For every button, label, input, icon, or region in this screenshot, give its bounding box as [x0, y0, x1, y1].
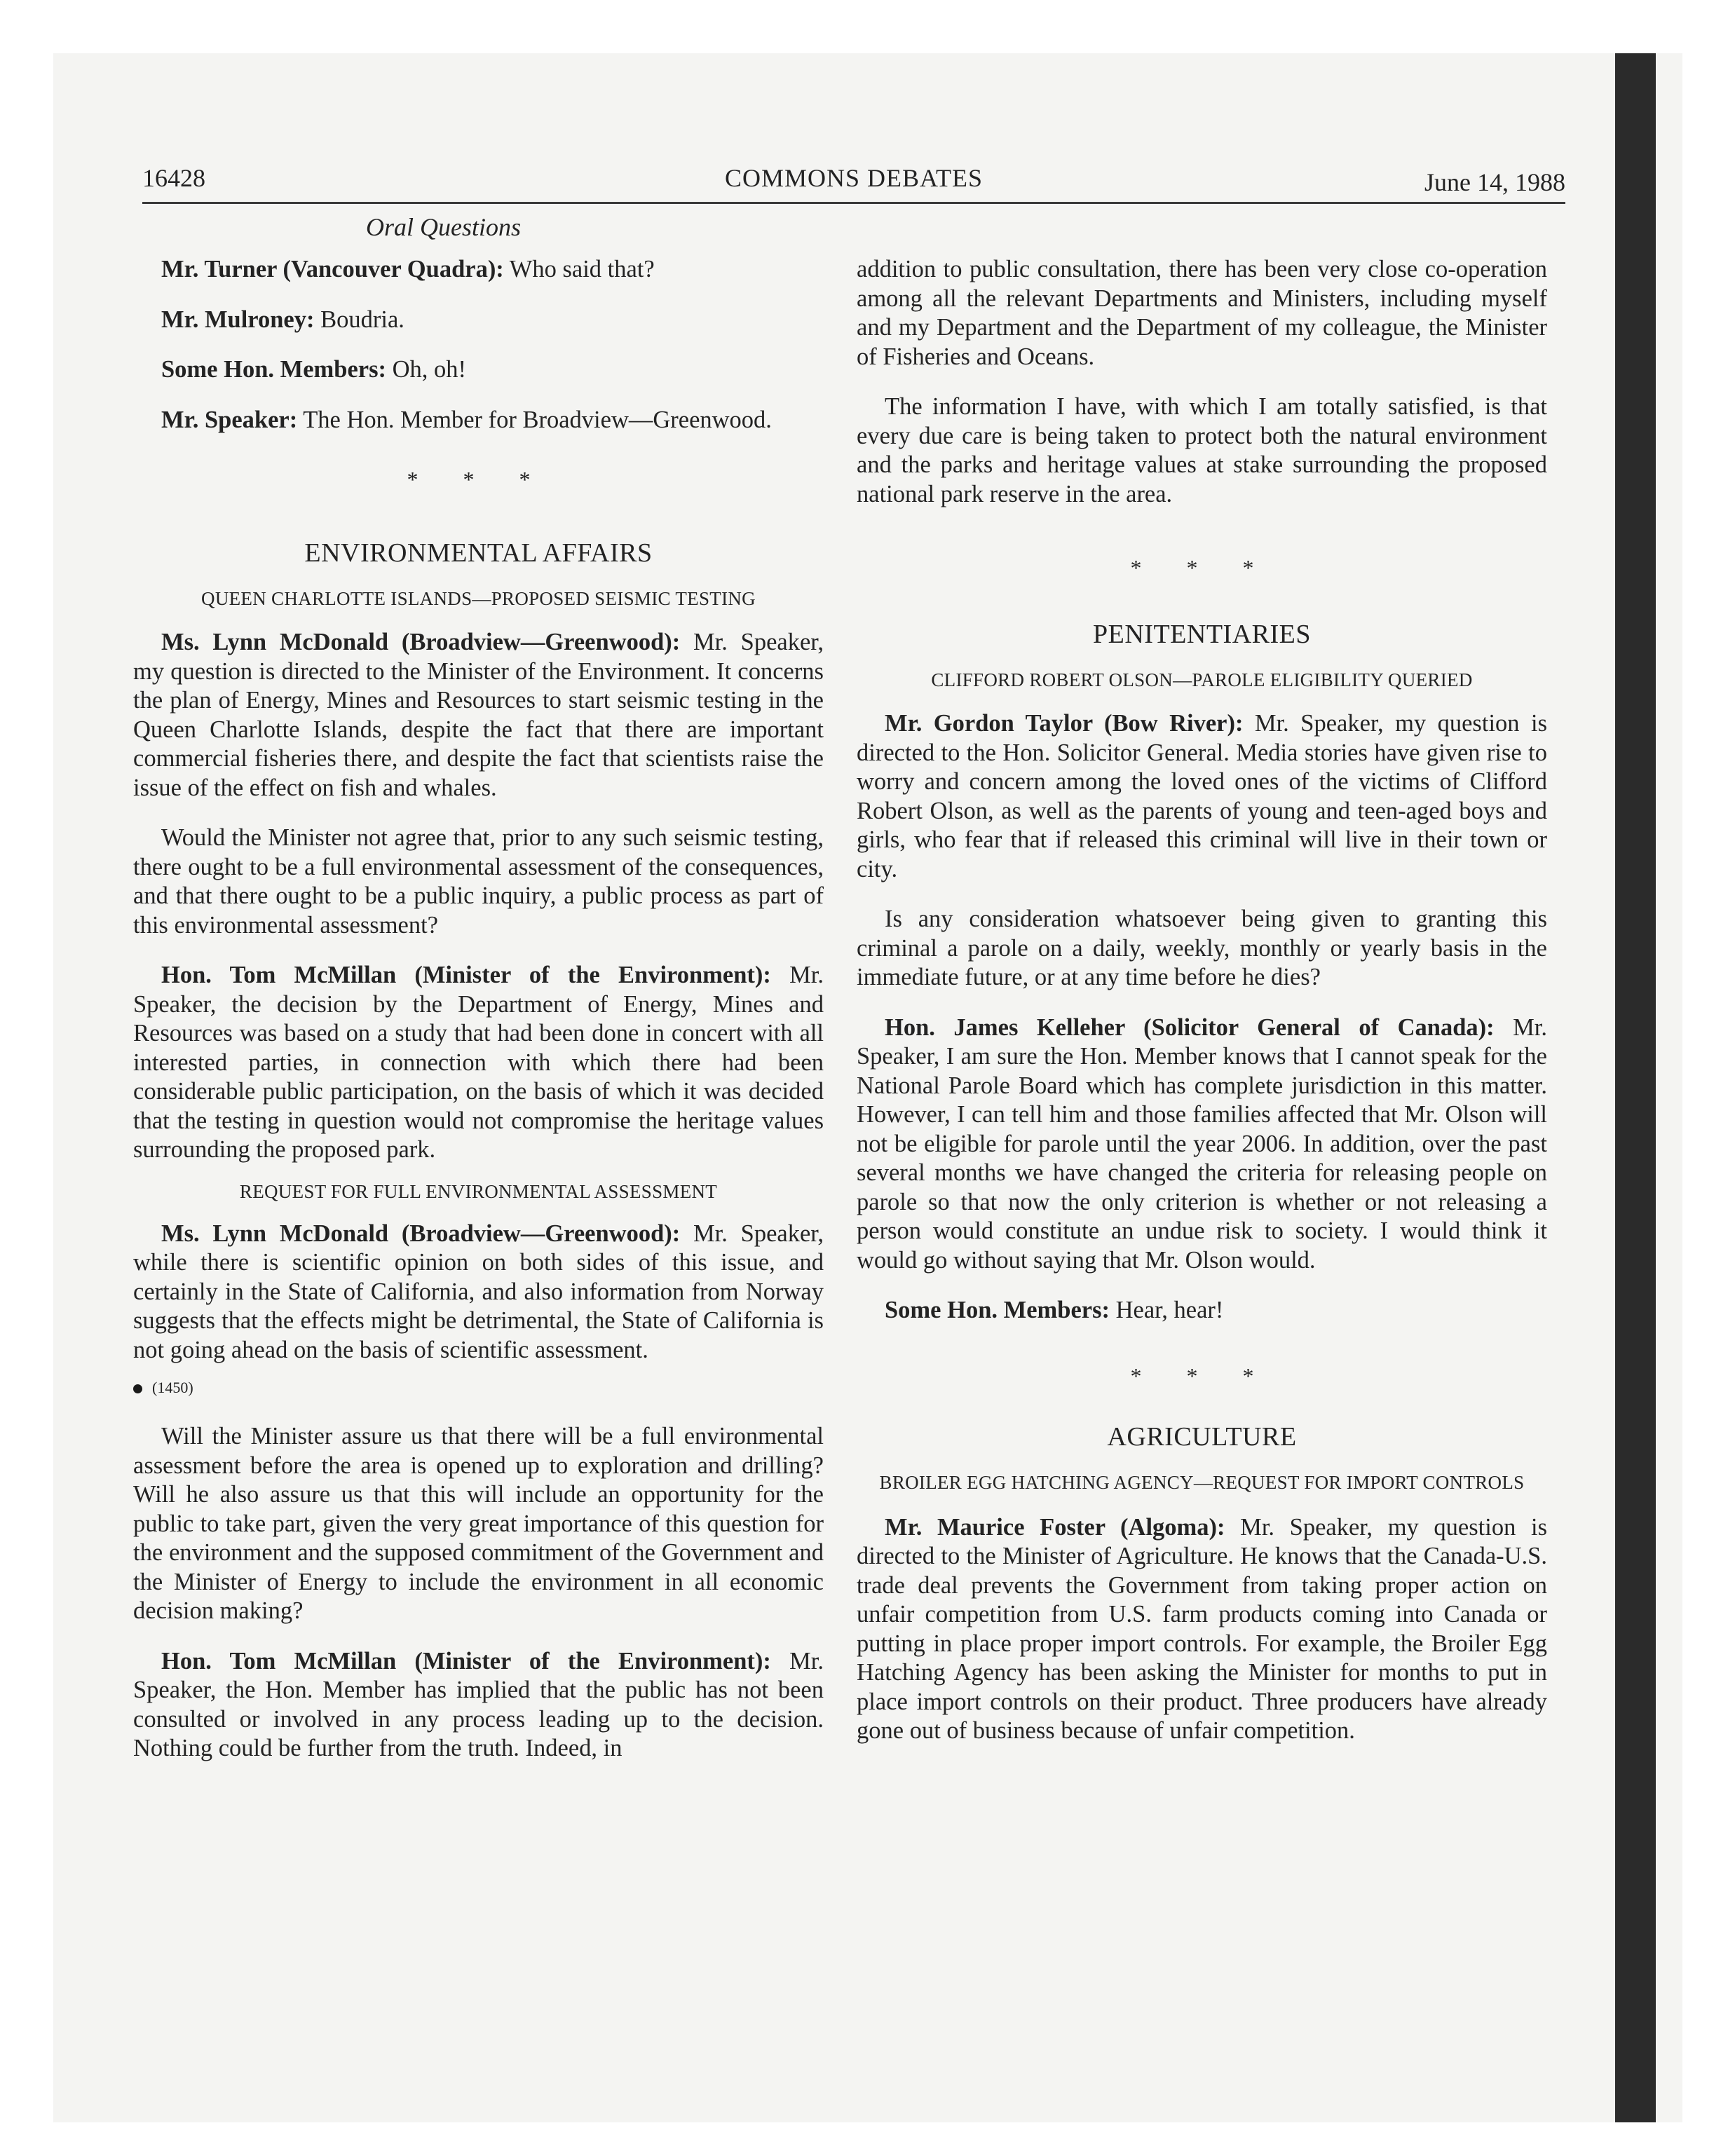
time-stamp — [133, 1377, 824, 1398]
subsection-heading: BROILER EGG HATCHING AGENCY—REQUEST FOR IMPORT CONTROLS — [879, 1471, 1525, 1493]
speech-entry — [857, 709, 1547, 884]
speech-entry — [133, 1647, 824, 1763]
speaker-name: Hon. James Kelleher (Solicitor General of Canada): — [885, 1014, 1495, 1041]
scan-edge-shadow — [1615, 53, 1656, 2122]
section-separator: * * * — [407, 467, 550, 492]
speech-text: Who said that? — [503, 256, 655, 282]
speech-entry — [133, 1220, 824, 1365]
speaker-name: Hon. Tom McMillan (Minister of the Environment): — [161, 1647, 771, 1674]
speaker-name: Mr. Gordon Taylor (Bow River): — [885, 710, 1244, 737]
section-heading: ENVIRONMENTAL AFFAIRS — [304, 538, 653, 568]
page-date: June 14, 1988 — [1424, 168, 1565, 196]
speech-paragraph: The information I have, with which I am totally satisfied, is that every due care is being taken to protect both the natural environment and the parks and heritage values at stake surrounding the proposed national park reserve in the area. — [857, 393, 1547, 507]
subsection-heading: CLIFFORD ROBERT OLSON—PAROLE ELIGIBILITY QUERIED — [931, 669, 1473, 690]
subsection-heading: REQUEST FOR FULL ENVIRONMENTAL ASSESSMENT — [239, 1180, 718, 1202]
speech-entry — [133, 961, 824, 1165]
speaker-name: Ms. Lynn McDonald (Broadview—Greenwood): — [161, 629, 681, 655]
speaker-name: Mr. Mulroney: — [161, 306, 315, 333]
speech-paragraph: Is any consideration whatsoever being given to granting this criminal a parole on a daily, weekly, monthly or yearly basis in the immediate future, or at any time before he dies? — [857, 906, 1547, 990]
speech-entry — [133, 628, 824, 803]
speech-text: Mr. Speaker, my question is directed to the Minister of Agriculture. He knows that the Canada-U.S. trade deal prevents the Government from taking proper action on unfair competition from U.S. farm products coming into Canada or putting in place proper import controls. For example, the Broiler Egg Hatching Agency has been asking the Minister for months to put in place import controls on their product. Three producers have already gone out of business because of unfair competition. — [857, 1513, 1547, 1744]
speech-entry — [857, 1296, 1547, 1325]
speech-text: Mr. Speaker, while there is scientific opinion on both sides of this issue, and certainly in the State of California, and also information from Norway suggests that the effects might be detrimental, the State of California is not going ahead on the basis of scientific assessment. — [133, 1220, 824, 1363]
bullet-dot-icon — [133, 1384, 142, 1393]
speech-text: Mr. Speaker, my question is directed to the Minister of the Environment. It concerns the plan of Energy, Mines and Resources to start seismic testing in the Queen Charlotte Islands, despite the fact that there are important commercial fisheries there, and despite the fact that scientists raise the issue of the effect on fish and whales. — [133, 629, 824, 801]
speech-paragraph: Would the Minister not agree that, prior to any such seismic testing, there ought to be a full environmental assessment of the consequences, and that there ought to be a public inquiry, a public process as part of this environmental assessment? — [133, 824, 824, 939]
speech-entry — [133, 255, 824, 285]
speaker-name: Mr. Turner (Vancouver Quadra): — [161, 256, 504, 282]
speech-text: Oh, oh! — [386, 356, 467, 383]
speaker-name: Mr. Speaker: — [161, 406, 298, 433]
speech-continuation: addition to public consultation, there has been very close co-operation among all the relevant Departments and Ministers, including myself and my Department and the Department of my colleague, the Minister of Fisheries and Oceans. — [857, 256, 1547, 370]
speech-entry — [857, 1513, 1547, 1746]
section-heading: AGRICULTURE — [1107, 1421, 1297, 1452]
speech-text: Mr. Speaker, I am sure the Hon. Member knows that I cannot speak for the National Parole Board which has complete jurisdiction in this matter. However, I can tell him and those families affected that Mr. Olson will not be eligible for parole until the year 2006. In addition, over the past several months we have changed the criteria for releasing people on parole so that now the only criterion is whether or not releasing a person would constitute an undue risk to society. I would think it would go without saying that Mr. Olson would. — [857, 1014, 1548, 1274]
subsection-heading: QUEEN CHARLOTTE ISLANDS—PROPOSED SEISMIC TESTING — [201, 588, 756, 609]
speech-text: Mr. Speaker, the decision by the Department of Energy, Mines and Resources was based on a study that had been done in concert with all interested parties, in connection with which there had been considerable public participation, on the basis of which it was decided that the testing in question would not compromise the heritage values surrounding the proposed park. — [133, 962, 824, 1163]
time-stamp-text: (1450) — [152, 1379, 193, 1396]
speech-text: Mr. Speaker, the Hon. Member has implied that the public has not been consulted or involved in any process leading up to the decision. Nothing could be further from the truth. Indeed, in — [133, 1647, 824, 1761]
page-header — [142, 163, 1565, 204]
speech-entry — [133, 406, 824, 435]
speaker-name: Hon. Tom McMillan (Minister of the Environment): — [161, 962, 771, 988]
speech-entry — [857, 1014, 1547, 1276]
right-column — [857, 212, 1547, 1746]
speaker-name: Ms. Lynn McDonald (Broadview—Greenwood): — [161, 1220, 681, 1247]
speaker-name: Some Hon. Members: — [161, 356, 386, 383]
page-number: 16428 — [142, 164, 205, 192]
speech-paragraph: Will the Minister assure us that there will be a full environmental assessment before the area is opened up to exploration and drilling? Will he also assure us that this will include an opportunity for the public to take part, given the very great importance of this question for the environment and the supposed commitment of the Government and the Minister of Energy to include the environment in all economic decision making? — [133, 1423, 824, 1624]
section-heading: PENITENTIARIES — [1093, 620, 1311, 649]
speech-text: Boudria. — [314, 306, 404, 333]
speech-entry — [133, 355, 824, 385]
section-separator: * * * — [1130, 1363, 1274, 1389]
speech-entry — [133, 306, 824, 335]
publication-title: COMMONS DEBATES — [724, 164, 984, 192]
speaker-name: Mr. Maurice Foster (Algoma): — [885, 1513, 1225, 1541]
speech-text: The Hon. Member for Broadview—Greenwood. — [297, 406, 772, 433]
section-separator: * * * — [1130, 555, 1274, 580]
running-head: Oral Questions — [365, 213, 521, 241]
speaker-name: Some Hon. Members: — [885, 1297, 1110, 1323]
speech-text: Mr. Speaker, my question is directed to the Hon. Solicitor General. Media stories have given rise to worry and concern among the loved ones of the victims of Clifford Robert Olson, as well as the parents of young and teen-aged boys and girls, who fear that if released this criminal will live in their town or city. — [857, 710, 1547, 882]
speech-text: Hear, hear! — [1109, 1297, 1224, 1323]
left-column — [133, 212, 824, 1763]
